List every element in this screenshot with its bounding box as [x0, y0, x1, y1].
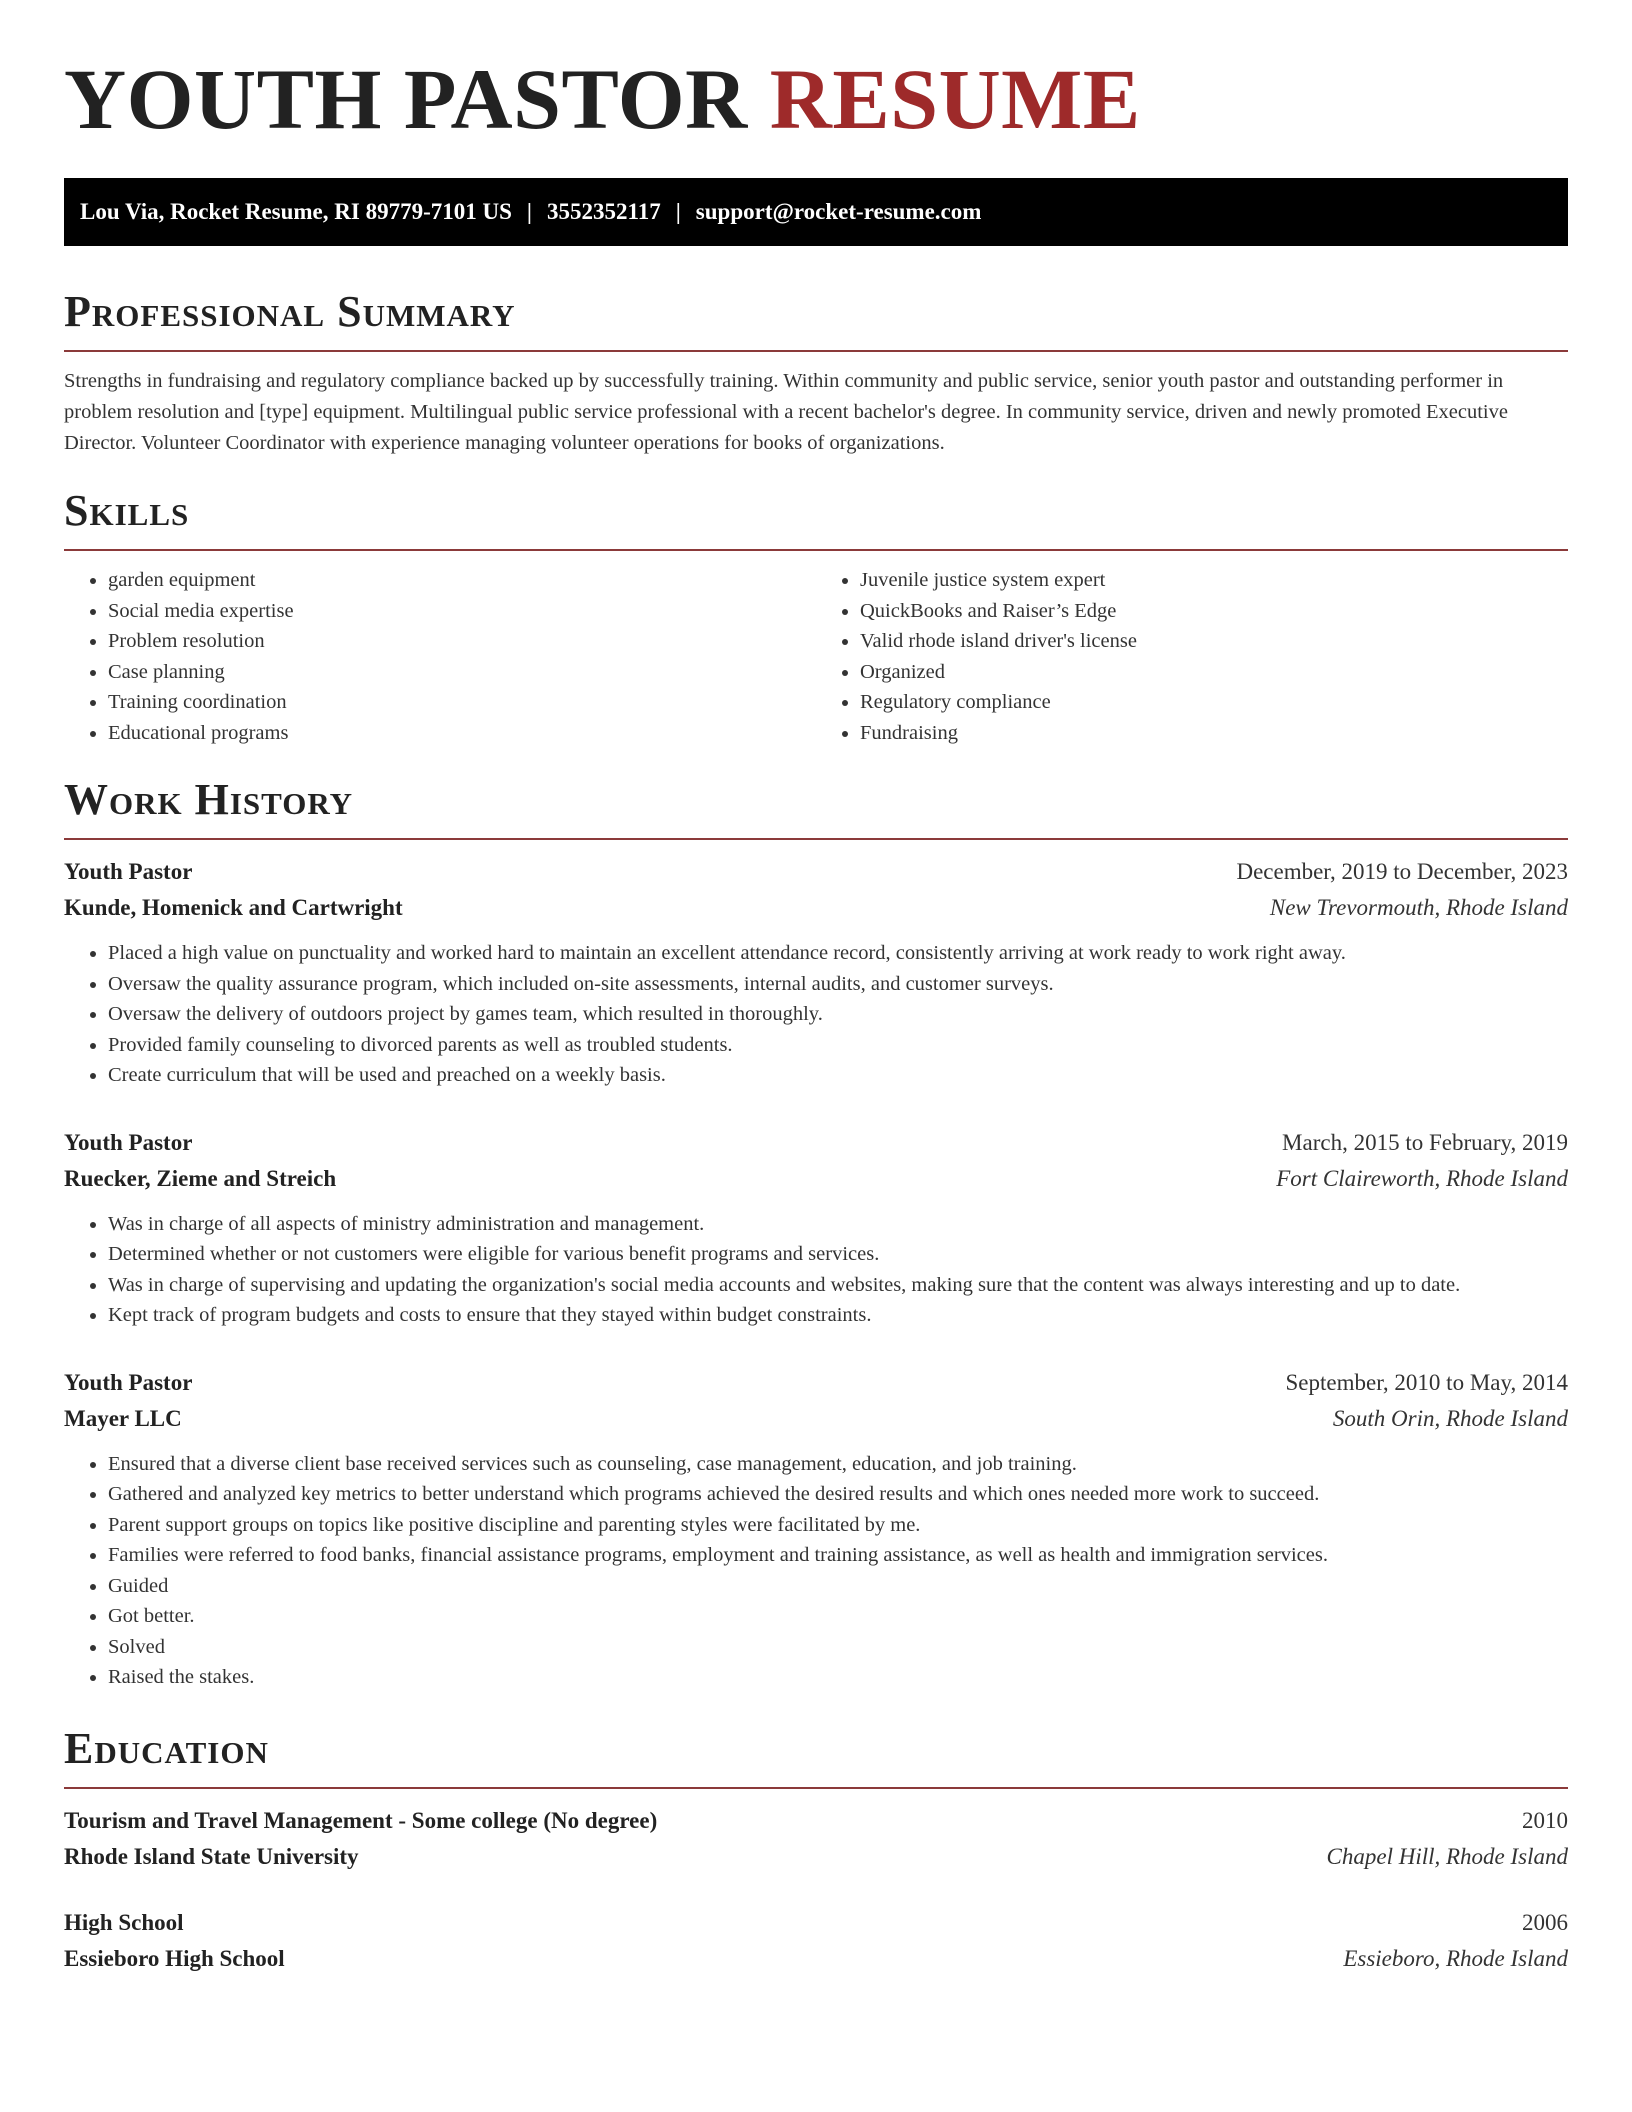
job-bullet: • Ensured that a diverse client base received services such as counseling, case management, education, and job training.	[108, 1449, 1568, 1480]
skill-item: • Case planning	[108, 657, 816, 688]
education-school-row	[64, 1941, 1568, 1977]
job-header-row	[64, 1125, 1568, 1161]
education-degree-row	[64, 1905, 1568, 1941]
contact-phone: 3552352117	[546, 199, 661, 224]
job-company-row	[64, 890, 1568, 926]
job-bullet: • Raised the stakes.	[108, 1662, 1568, 1693]
skills-section	[64, 486, 1568, 748]
skill-item: • garden equipment	[108, 565, 816, 596]
job-bullet: • Was in charge of all aspects of ministry administration and management.	[108, 1209, 1568, 1240]
job-bullets	[64, 1449, 1568, 1693]
skill-item: • Valid rhode island driver's license	[860, 626, 1568, 657]
skill-item: • Social media expertise	[108, 596, 816, 627]
contact-email[interactable]: support@rocket-resume.com	[695, 199, 982, 224]
skill-item: • Training coordination	[108, 687, 816, 718]
skill-item: • Juvenile justice system expert	[860, 565, 1568, 596]
job-bullet: • Solved	[108, 1632, 1568, 1663]
job-bullet: • Oversaw the quality assurance program, which included on-site assessments, internal audits, and customer surveys.	[108, 969, 1568, 1000]
job-bullet: • Placed a high value on punctuality and worked hard to maintain an excellent attendance record, consistently arriving at work ready to work right away.	[108, 938, 1568, 969]
contact-separator: |	[675, 199, 681, 224]
skill-item: • Problem resolution	[108, 626, 816, 657]
job-bullet: • Determined whether or not customers were eligible for various benefit programs and services.	[108, 1239, 1568, 1270]
contact-separator: |	[526, 199, 532, 224]
job-location: Fort Claireworth, Rhode Island	[1276, 1165, 1568, 1191]
contact-address: Lou Via, Rocket Resume, RI 89779-7101 US	[80, 199, 512, 224]
job-header-row	[64, 1365, 1568, 1401]
skills-column-left	[64, 565, 816, 748]
section-divider	[64, 350, 1568, 352]
education-school: Essieboro High School	[64, 1945, 285, 1971]
summary-section	[64, 287, 1568, 459]
education-year: 2006	[1522, 1909, 1568, 1935]
education-entry	[64, 1803, 1568, 1875]
education-degree: High School	[64, 1909, 184, 1935]
job-bullet: • Kept track of program budgets and costs to ensure that they stayed within budget constraints.	[108, 1300, 1568, 1331]
section-divider	[64, 1787, 1568, 1789]
skill-item: • Educational programs	[108, 718, 816, 749]
skill-item: • QuickBooks and Raiser’s Edge	[860, 596, 1568, 627]
job-bullet: • Was in charge of supervising and updating the organization's social media accounts and websites, making sure that the content was always interesting and up to date.	[108, 1270, 1568, 1301]
title-main: YOUTH PASTOR	[64, 51, 748, 147]
summary-text: Strengths in fundraising and regulatory compliance backed up by successfully training. Within community and public service, senior youth pastor and outstanding performer in problem resolution and [type] equipment. Multilingual public service professional with a recent bachelor's degree. In community service, driven and newly promoted Executive Director. Volunteer Coordinator with experience managing volunteer operations for books of organizations.	[64, 370, 1508, 454]
job-title: Youth Pastor	[64, 859, 193, 884]
job-company: Ruecker, Zieme and Streich	[64, 1165, 337, 1191]
job-title: Youth Pastor	[64, 1129, 193, 1155]
job-bullets	[64, 938, 1568, 1091]
job-title: Youth Pastor	[64, 1369, 193, 1395]
education-school-row	[64, 1839, 1568, 1875]
job-location: New Trevormouth, Rhode Island	[1269, 895, 1568, 920]
job-bullet: • Gathered and analyzed key metrics to better understand which programs achieved the desired results and which ones needed more work to succeed.	[108, 1479, 1568, 1510]
job-entry	[64, 1365, 1568, 1693]
job-company-row	[64, 1161, 1568, 1197]
summary-heading: Professional Summary	[64, 287, 516, 336]
education-location: Chapel Hill, Rhode Island	[1326, 1843, 1568, 1869]
job-bullet: • Families were referred to food banks, financial assistance programs, employment and training assistance, as well as health and immigration services.	[108, 1540, 1568, 1571]
education-entry	[64, 1905, 1568, 1977]
job-bullet: • Oversaw the delivery of outdoors project by games team, which resulted in thoroughly.	[108, 999, 1568, 1030]
job-bullet: • Guided	[108, 1571, 1568, 1602]
education-section	[64, 1723, 1568, 1977]
education-location: Essieboro, Rhode Island	[1343, 1945, 1568, 1971]
job-bullet: • Got better.	[108, 1601, 1568, 1632]
education-heading: Education	[64, 1723, 269, 1773]
job-company: Mayer LLC	[64, 1405, 182, 1431]
skill-item: • Organized	[860, 657, 1568, 688]
job-bullet: • Parent support groups on topics like positive discipline and parenting styles were facilitated by me.	[108, 1510, 1568, 1541]
job-company: Kunde, Homenick and Cartwright	[64, 895, 403, 920]
job-location: South Orin, Rhode Island	[1332, 1405, 1568, 1431]
section-divider	[64, 838, 1568, 840]
education-year: 2010	[1522, 1807, 1568, 1833]
work-history-heading: Work History	[64, 775, 354, 824]
job-bullet: • Create curriculum that will be used and preached on a weekly basis.	[108, 1060, 1568, 1091]
work-history-section	[64, 775, 1568, 1693]
job-bullets	[64, 1209, 1568, 1331]
job-entry	[64, 1125, 1568, 1331]
education-degree-row	[64, 1803, 1568, 1839]
education-school: Rhode Island State University	[64, 1843, 359, 1869]
skills-list	[64, 565, 1568, 748]
skills-column-right	[816, 565, 1568, 748]
job-bullet: • Provided family counseling to divorced parents as well as troubled students.	[108, 1030, 1568, 1061]
job-dates: December, 2019 to December, 2023	[1236, 859, 1568, 884]
title-accent: RESUME	[769, 51, 1141, 147]
contact-bar	[64, 178, 1568, 246]
section-divider	[64, 549, 1568, 551]
skill-item: • Fundraising	[860, 718, 1568, 749]
education-degree: Tourism and Travel Management - Some college (No degree)	[64, 1807, 658, 1833]
job-entry	[64, 854, 1568, 1091]
skills-heading: Skills	[64, 486, 190, 535]
skill-item: • Regulatory compliance	[860, 687, 1568, 718]
job-company-row	[64, 1401, 1568, 1437]
job-dates: September, 2010 to May, 2014	[1285, 1369, 1568, 1395]
page-title	[64, 51, 1568, 147]
job-dates: March, 2015 to February, 2019	[1282, 1129, 1568, 1155]
job-header-row	[64, 854, 1568, 890]
